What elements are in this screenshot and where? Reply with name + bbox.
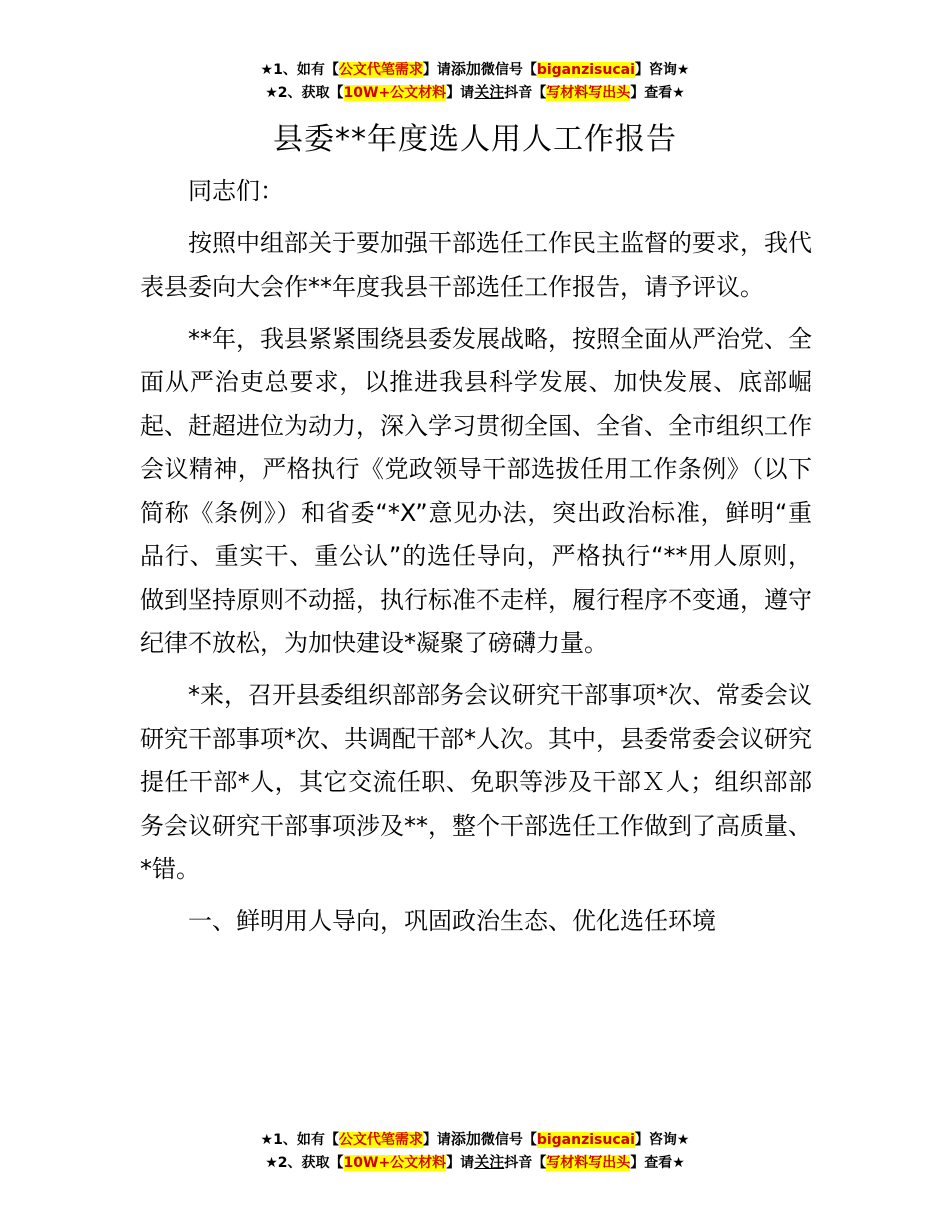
document-body (140, 170, 812, 952)
document-title: 县委**年度选人用人工作报告 (273, 122, 677, 157)
banner-text: 】查看★ (630, 1155, 685, 1171)
footer-banner (0, 1128, 950, 1174)
banner-text: 】查看★ (630, 85, 685, 101)
banner-text: 】请 (446, 1155, 475, 1171)
banner-highlight: 10W+公文材料 (343, 1155, 447, 1171)
salutation: 同志们： (188, 177, 284, 205)
banner-text: 抖音【 (504, 1155, 547, 1171)
banner-highlight: 10W+公文材料 (343, 85, 447, 101)
banner-emphasis: 关注 (474, 1153, 505, 1171)
banner-highlight: 公文代笔需求 (338, 62, 423, 78)
banner-line-materials (0, 1151, 950, 1174)
banner-highlight: 公文代笔需求 (338, 1132, 423, 1148)
banner-text: ★1、如有【 (260, 62, 339, 78)
banner-line-consult (0, 58, 950, 81)
banner-douyin-id: 写材料写出头 (546, 1155, 631, 1171)
body-paragraph: **年，我县紧紧围绕县委发展战略，按照全面从严治党、全面从严治吏总要求，以推进我县科学发展、加快发展、底部崛起、赶超进位为动力，深入学习贯彻全国、全省、全市组织工作会议精神，严格执行《党政领导干部选拔任用工作条例》（以下简称《条例》）和省委“*X”意见办法，突出政治标准，鲜明“重品行、重实干、重公认”的选任导向，严格执行“**用人原则，做到坚持原则不动摇，执行标准不走样，履行程序不变通，遵守纪律不放松，为加快建设*凝聚了磅礴力量。 (140, 324, 812, 657)
banner-text: ★1、如有【 (260, 1132, 339, 1148)
banner-emphasis: 添加 (450, 60, 481, 78)
banner-text: 微信号【 (480, 62, 537, 78)
body-paragraph: 按照中组部关于要加强干部选任工作民主监督的要求，我代表县委向大会作**年度我县干部选任工作报告，请予评议。 (140, 229, 812, 301)
banner-wechat-id: biganzisucai (536, 62, 635, 78)
banner-line-consult (0, 1128, 950, 1151)
banner-text: 抖音【 (504, 85, 547, 101)
section-heading: 一、鲜明用人导向，巩固政治生态、优化选任环境 (188, 907, 716, 935)
banner-wechat-id: biganzisucai (536, 1132, 635, 1148)
banner-text: 】咨询★ (634, 62, 690, 78)
body-paragraph: *来，召开县委组织部部务会议研究干部事项*次、常委会议研究干部事项*次、共调配干部*人次。其中，县委常委会议研究提任干部*人，其它交流任职、免职等涉及干部Ｘ人；组织部部务会议研究干部事项涉及**，整个干部选任工作做到了高质量、*错。 (140, 681, 812, 883)
banner-text: 】请 (422, 1132, 451, 1148)
banner-text: 】请 (422, 62, 451, 78)
banner-text: ★2、获取【 (265, 85, 344, 101)
banner-text: 】咨询★ (634, 1132, 690, 1148)
banner-emphasis: 关注 (474, 83, 505, 101)
banner-text: 】请 (446, 85, 475, 101)
header-banner (0, 58, 950, 104)
banner-emphasis: 添加 (450, 1130, 481, 1148)
banner-line-materials (0, 81, 950, 104)
banner-text: 微信号【 (480, 1132, 537, 1148)
banner-text: ★2、获取【 (265, 1155, 344, 1171)
banner-douyin-id: 写材料写出头 (546, 85, 631, 101)
